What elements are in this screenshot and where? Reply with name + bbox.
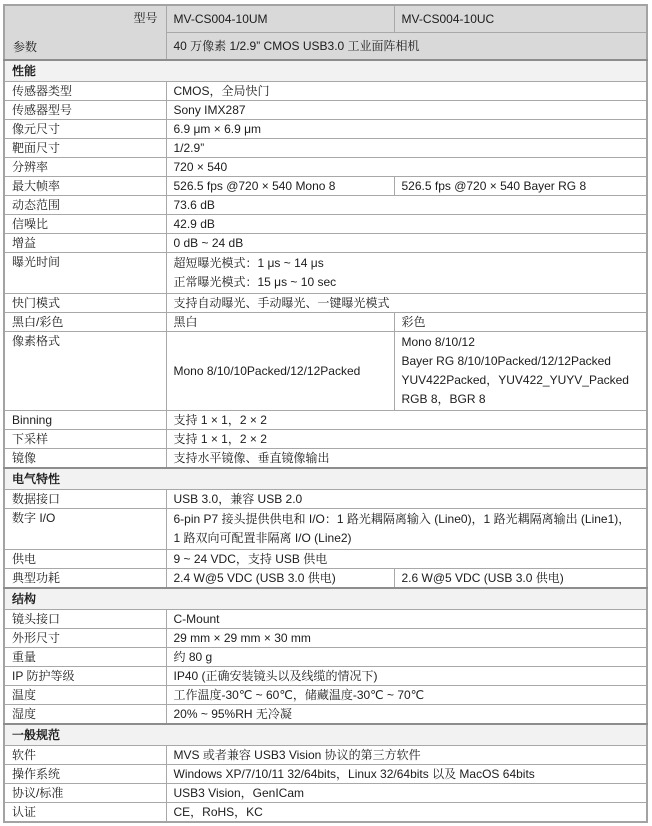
spec-row: [4, 550, 647, 569]
spec-row: [4, 667, 647, 686]
section-row: [4, 588, 647, 610]
row-label: 靶面尺寸: [4, 139, 166, 158]
spec-row: [4, 253, 647, 294]
cell-line: Mono 8/10/12: [401, 335, 475, 349]
row-label: 增益: [4, 234, 166, 253]
cell-value: 2.6 W@5 VDC (USB 3.0 供电): [394, 569, 647, 589]
spec-row: [4, 294, 647, 313]
spec-row: [4, 313, 647, 332]
cell-line: RGB 8，BGR 8: [401, 392, 486, 406]
cell-value: 黑白: [166, 313, 394, 332]
section-title: 电气特性: [4, 468, 647, 490]
cell-value: CMOS，全局快门: [166, 82, 647, 101]
corner-cell: [4, 5, 166, 60]
spec-row: [4, 82, 647, 101]
model-name-1: MV-CS004-10UM: [166, 5, 394, 33]
row-label: 传感器型号: [4, 101, 166, 120]
corner-label-model: 型号: [133, 11, 158, 25]
spec-row: [4, 332, 647, 411]
section-title: 一般规范: [4, 724, 647, 746]
spec-row: [4, 610, 647, 629]
cell-line: Bayer RG 8/10/10Packed/12/12Packed: [401, 354, 611, 368]
cell-value: 20% ~ 95%RH 无冷凝: [166, 705, 647, 725]
spec-row: [4, 139, 647, 158]
spec-row: [4, 449, 647, 469]
cell-value: 720 × 540: [166, 158, 647, 177]
row-label: 协议/标准: [4, 784, 166, 803]
row-label: 重量: [4, 648, 166, 667]
spec-table: [3, 4, 648, 823]
row-label: 曝光时间: [4, 253, 166, 294]
spec-row: [4, 234, 647, 253]
row-label: 外形尺寸: [4, 629, 166, 648]
cell-value: CE，RoHS，KC: [166, 803, 647, 823]
cell-value: 6.9 μm × 6.9 μm: [166, 120, 647, 139]
cell-value: [394, 332, 647, 411]
spec-row: [4, 746, 647, 765]
row-label: 快门模式: [4, 294, 166, 313]
spec-row: [4, 509, 647, 550]
section-row: [4, 60, 647, 82]
spec-row: [4, 177, 647, 196]
spec-row: [4, 765, 647, 784]
section-title: 性能: [4, 60, 647, 82]
cell-line: YUV422Packed，YUV422_YUYV_Packed: [401, 373, 629, 387]
cell-value: IP40 (正确安装镜头以及线缆的情况下): [166, 667, 647, 686]
camera-description: 40 万像素 1/2.9” CMOS USB3.0 工业面阵相机: [166, 33, 647, 61]
cell-line: 1 路双向可配置非隔离 I/O (Line2): [173, 531, 352, 545]
cell-value: 支持水平镜像、垂直镜像输出: [166, 449, 647, 469]
row-label: 黑白/彩色: [4, 313, 166, 332]
spec-row: [4, 215, 647, 234]
cell-value: [166, 509, 647, 550]
cell-value: 29 mm × 29 mm × 30 mm: [166, 629, 647, 648]
cell-line: 正常曝光模式：15 μs ~ 10 sec: [173, 275, 337, 289]
cell-line: 超短曝光模式：1 μs ~ 14 μs: [173, 256, 324, 270]
cell-value: Mono 8/10/10Packed/12/12Packed: [166, 332, 394, 411]
row-label: 最大帧率: [4, 177, 166, 196]
spec-row: [4, 430, 647, 449]
cell-value: 42.9 dB: [166, 215, 647, 234]
row-label: 分辨率: [4, 158, 166, 177]
cell-value: 2.4 W@5 VDC (USB 3.0 供电): [166, 569, 394, 589]
spec-row: [4, 784, 647, 803]
row-label: 温度: [4, 686, 166, 705]
section-row: [4, 724, 647, 746]
cell-value: 支持 1 × 1，2 × 2: [166, 430, 647, 449]
cell-value: 1/2.9”: [166, 139, 647, 158]
row-label: 传感器类型: [4, 82, 166, 101]
cell-value: C-Mount: [166, 610, 647, 629]
row-label: 数字 I/O: [4, 509, 166, 550]
row-label: 湿度: [4, 705, 166, 725]
row-label: 软件: [4, 746, 166, 765]
cell-value: 526.5 fps @720 × 540 Mono 8: [166, 177, 394, 196]
cell-value: 73.6 dB: [166, 196, 647, 215]
row-label: 数据接口: [4, 490, 166, 509]
cell-value: [166, 253, 647, 294]
cell-value: 约 80 g: [166, 648, 647, 667]
cell-value: 支持 1 × 1，2 × 2: [166, 411, 647, 430]
cell-value: USB 3.0，兼容 USB 2.0: [166, 490, 647, 509]
row-label: 供电: [4, 550, 166, 569]
section-row: [4, 468, 647, 490]
row-label: 典型功耗: [4, 569, 166, 589]
cell-value: 支持自动曝光、手动曝光、一键曝光模式: [166, 294, 647, 313]
row-label: 操作系统: [4, 765, 166, 784]
cell-value: 工作温度-30℃ ~ 60℃，储藏温度-30℃ ~ 70℃: [166, 686, 647, 705]
spec-row: [4, 803, 647, 823]
cell-value: Sony IMX287: [166, 101, 647, 120]
row-label: 镜像: [4, 449, 166, 469]
row-label: 镜头接口: [4, 610, 166, 629]
corner-label-param: 参数: [13, 40, 38, 54]
cell-line: 6-pin P7 接头提供供电和 I/O：1 路光耦隔离输入 (Line0)，1 路光耦隔离输出 (Line1)，: [173, 512, 631, 526]
row-label: 信噪比: [4, 215, 166, 234]
section-title: 结构: [4, 588, 647, 610]
row-label: 认证: [4, 803, 166, 823]
cell-value: Windows XP/7/10/11 32/64bits，Linux 32/64bits 以及 MacOS 64bits: [166, 765, 647, 784]
spec-row: [4, 411, 647, 430]
spec-row: [4, 648, 647, 667]
cell-value: 9 ~ 24 VDC，支持 USB 供电: [166, 550, 647, 569]
spec-row: [4, 686, 647, 705]
cell-value: 0 dB ~ 24 dB: [166, 234, 647, 253]
spec-row: [4, 196, 647, 215]
row-label: 下采样: [4, 430, 166, 449]
cell-value: 彩色: [394, 313, 647, 332]
spec-row: [4, 158, 647, 177]
header-row-models: [4, 5, 647, 33]
spec-table-body: [4, 60, 647, 822]
spec-row: [4, 705, 647, 725]
spec-row: [4, 629, 647, 648]
model-name-2: MV-CS004-10UC: [394, 5, 647, 33]
cell-value: MVS 或者兼容 USB3 Vision 协议的第三方软件: [166, 746, 647, 765]
spec-row: [4, 120, 647, 139]
row-label: 像元尺寸: [4, 120, 166, 139]
row-label: 像素格式: [4, 332, 166, 411]
spec-row: [4, 490, 647, 509]
row-label: IP 防护等级: [4, 667, 166, 686]
cell-value: 526.5 fps @720 × 540 Bayer RG 8: [394, 177, 647, 196]
cell-value: USB3 Vision，GenICam: [166, 784, 647, 803]
spec-row: [4, 101, 647, 120]
row-label: 动态范围: [4, 196, 166, 215]
row-label: Binning: [4, 411, 166, 430]
spec-row: [4, 569, 647, 589]
